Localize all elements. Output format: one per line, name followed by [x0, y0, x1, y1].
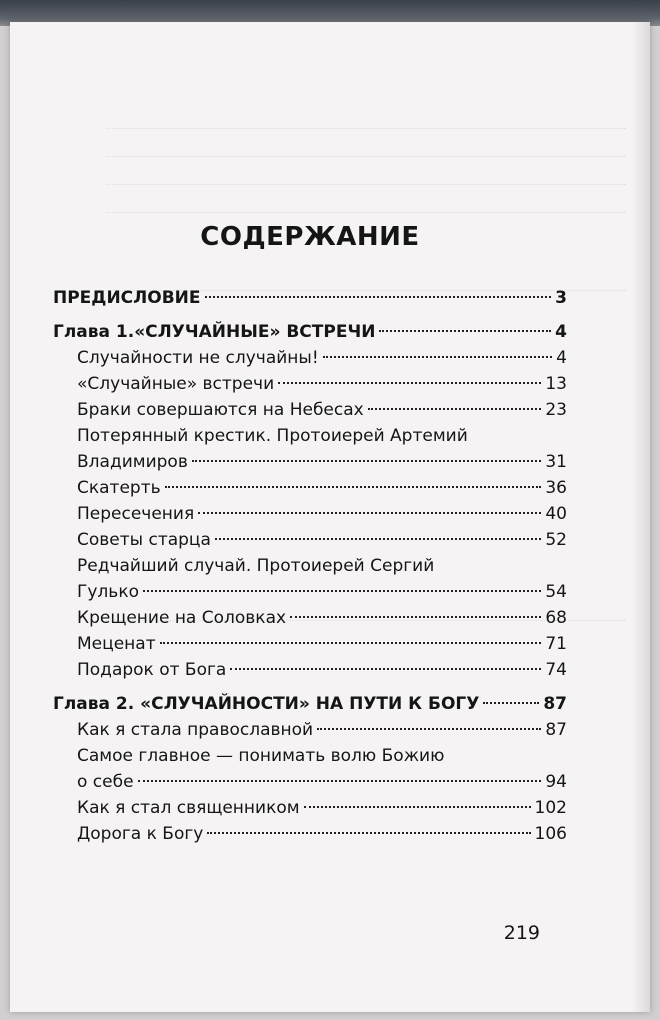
- toc-title: «Случайные» встречи: [77, 374, 275, 394]
- toc-page: 23: [545, 400, 567, 420]
- toc-page: 36: [545, 478, 567, 498]
- leader-dots: [379, 330, 551, 332]
- leader-dots: [198, 512, 541, 514]
- table-of-contents: [53, 222, 567, 850]
- toc-page: 31: [545, 452, 567, 472]
- toc-title: о себе: [77, 772, 134, 792]
- toc-entry-chapter-1: [53, 322, 567, 348]
- toc-title: ПРЕДИСЛОВИЕ: [53, 288, 201, 308]
- toc-title: Подарок от Бога: [77, 660, 227, 680]
- bleed-through-line: [106, 194, 626, 213]
- toc-entry: [53, 478, 567, 504]
- toc-page: 74: [545, 660, 567, 680]
- toc-page: 71: [545, 634, 567, 654]
- leader-dots: [290, 616, 541, 618]
- leader-dots: [160, 642, 542, 644]
- toc-title-line: Самое главное — понимать волю Божию: [77, 746, 445, 766]
- toc-title: Случайности не случайны!: [77, 348, 319, 368]
- toc-entry: [53, 720, 567, 746]
- toc-page: 4: [555, 322, 567, 342]
- leader-dots: [138, 780, 542, 782]
- leader-dots: [205, 296, 552, 298]
- toc-entry-chapter-2: [53, 694, 567, 720]
- toc-title: Советы старца: [77, 530, 211, 550]
- leader-dots: [192, 460, 542, 462]
- toc-page: 13: [545, 374, 567, 394]
- toc-page: 52: [545, 530, 567, 550]
- toc-page: 106: [534, 824, 567, 844]
- toc-title: Крещение на Соловках: [77, 608, 287, 628]
- toc-title: Владимиров: [77, 452, 188, 472]
- toc-title-line: Потерянный крестик. Протоиерей Артемий: [77, 426, 468, 446]
- toc-title: Как я стала православной: [77, 720, 314, 740]
- leader-dots: [323, 356, 553, 358]
- toc-title-line: Редчайший случай. Протоиерей Сергий: [77, 556, 435, 576]
- toc-title: Скатерть: [77, 478, 161, 498]
- toc-page: 4: [556, 348, 567, 368]
- toc-entry: [53, 452, 567, 478]
- leader-dots: [207, 832, 530, 834]
- page-edge-shadow: [632, 22, 650, 1012]
- leader-dots: [368, 408, 542, 410]
- book-page: [10, 22, 650, 1012]
- toc-entry: [53, 660, 567, 686]
- toc-title: Как я стал священником: [77, 798, 300, 818]
- toc-entry: [53, 824, 567, 850]
- toc-page: 3: [555, 288, 567, 308]
- leader-dots: [304, 806, 531, 808]
- toc-page: 102: [534, 798, 567, 818]
- toc-title: Браки совершаются на Небесах: [77, 400, 364, 420]
- leader-dots: [215, 538, 541, 540]
- toc-entry: [53, 608, 567, 634]
- toc-entry: [53, 634, 567, 660]
- toc-page: 87: [543, 694, 567, 714]
- toc-title: Меценат: [77, 634, 156, 654]
- toc-entry: [53, 582, 567, 608]
- toc-entry: [53, 798, 567, 824]
- page-title: СОДЕРЖАНИЕ: [200, 222, 420, 252]
- toc-title: Гулько: [77, 582, 139, 602]
- toc-title: Глава 2. «СЛУЧАЙНОСТИ» НА ПУТИ К БОГУ: [53, 694, 480, 714]
- toc-entry: [53, 504, 567, 530]
- toc-entry-foreword: [53, 288, 567, 314]
- toc-entry: [53, 772, 567, 798]
- toc-page: 54: [545, 582, 567, 602]
- toc-page: 87: [545, 720, 567, 740]
- toc-entry: [53, 374, 567, 400]
- leader-dots: [165, 486, 542, 488]
- toc-entry: [53, 400, 567, 426]
- toc-entry: [53, 348, 567, 374]
- leader-dots: [230, 668, 541, 670]
- leader-dots: [317, 728, 541, 730]
- toc-title: Дорога к Богу: [77, 824, 204, 844]
- toc-title: Пересечения: [77, 504, 195, 524]
- bleed-through-line: [106, 110, 626, 129]
- toc-page: 68: [545, 608, 567, 628]
- leader-dots: [278, 382, 541, 384]
- bleed-through-line: [106, 138, 626, 157]
- toc-page: 94: [545, 772, 567, 792]
- bleed-through-line: [106, 166, 626, 185]
- page-number: 219: [503, 922, 540, 944]
- toc-page: 40: [545, 504, 567, 524]
- leader-dots: [483, 702, 539, 704]
- toc-title: Глава 1.«СЛУЧАЙНЫЕ» ВСТРЕЧИ: [53, 322, 376, 342]
- toc-entry: [53, 530, 567, 556]
- leader-dots: [143, 590, 541, 592]
